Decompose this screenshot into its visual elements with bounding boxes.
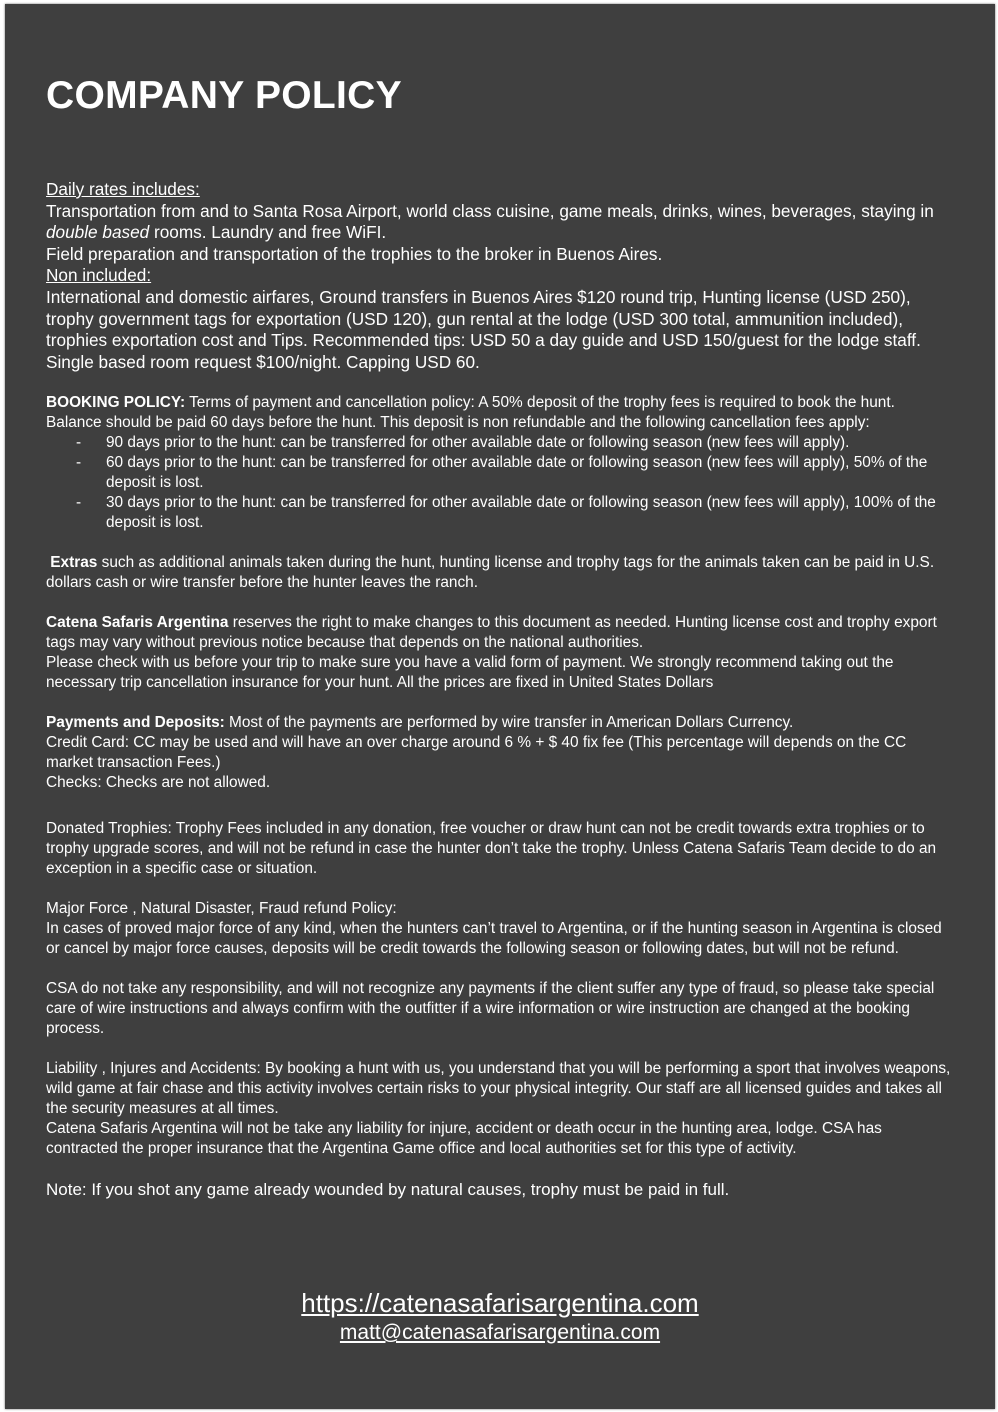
list-item: - 60 days prior to the hunt: can be transferred for other available date or following season (new fees will apply), 50% of the deposit is lost. xyxy=(46,453,951,493)
list-item: - 30 days prior to the hunt: can be transferred for other available date or following season (new fees will apply), 100% of the deposit is lost. xyxy=(46,493,951,533)
policy-content xyxy=(46,179,951,1201)
non-included-text: International and domestic airfares, Ground transfers in Buenos Aires $120 round trip, Hunting license (USD 250), trophy government tags for exportation (USD 120), gun rental at the lodge (USD 300 total, ammunition included), trophies exportation cost and Tips. Recommended tips: USD 50 a day guide and USD 150/guest for the lodge staff. Single based room request $100/night. Capping USD 60. xyxy=(46,286,921,372)
extras-section xyxy=(46,553,951,593)
major-force-section xyxy=(46,899,951,959)
liability-section xyxy=(46,1059,951,1159)
email-link[interactable]: matt@catenasafarisargentina.com xyxy=(339,1321,661,1344)
donated-text: Donated Trophies: Trophy Fees included in any donation, free voucher or draw hunt can not be credit towards extra trophies or to trophy upgrade scores, and will not be refund in case the hunter don’t take the trophy. Unless Catena Safaris Team decide to do an exception in a specific case or situation. xyxy=(46,820,937,878)
payments-section xyxy=(46,713,951,793)
catena-paragraph xyxy=(46,613,951,653)
major-force-heading: Major Force , Natural Disaster, Fraud refund Policy: xyxy=(46,900,397,918)
daily-rates-heading: Daily rates includes: xyxy=(46,179,200,199)
payments-paragraph xyxy=(46,713,951,733)
non-included-heading: Non included: xyxy=(46,265,152,286)
booking-label: BOOKING POLICY: xyxy=(46,394,186,412)
catena-label: Catena Safaris Argentina xyxy=(46,614,229,632)
payments-label: Payments and Deposits: xyxy=(46,714,225,732)
booking-paragraph xyxy=(46,393,951,433)
catena-text: reserves the right to make changes to this document as needed. Hunting license cost and trophy export tags may vary without previous notice because that depends on the national authorities. xyxy=(46,614,937,652)
note-text: Note: If you shot any game already wounded by natural causes, trophy must be paid in full. xyxy=(46,1180,730,1200)
major-force-text: In cases of proved major force of any kind, when the hunters can’t travel to Argentina, or if the hunting season in Argentina is closed or cancel by major force causes, deposits will be credit towards the following season or following dates, but will not be refund. xyxy=(46,920,942,958)
daily-rates-text-a: Transportation from and to Santa Rosa Airport, world class cuisine, game meals, drinks, wines, beverages, staying in xyxy=(46,200,934,221)
daily-rates-text xyxy=(46,201,951,244)
liability-text: Liability , Injures and Accidents: By booking a hunt with us, you understand that you will be performing a sport that involves weapons, wild game at fair chase and this activity involves certain risks to your physical integrity. Our staff are all licensed guides and takes all the security measures at all times. xyxy=(46,1060,951,1118)
daily-rates-italic: double based xyxy=(46,222,150,243)
credit-card-text: Credit Card: CC may be used and will have an over charge around 6 % + $ 40 fix fee (This percentage will depends on the CC market transaction Fees.) xyxy=(46,734,907,772)
contact-links xyxy=(5,1287,995,1347)
extras-label: Extras xyxy=(50,554,98,572)
extras-paragraph xyxy=(46,553,951,593)
booking-section xyxy=(46,393,951,533)
checks-text: Checks: Checks are not allowed. xyxy=(46,774,271,792)
cancellation-list xyxy=(46,433,951,533)
liability-insurance-text: Catena Safaris Argentina will not be take any liability for injure, accident or death occur in the hunting area, lodge. CSA has contracted the proper insurance that the Argentina Game office and local authorities set for this type of activity. xyxy=(46,1120,882,1158)
list-item: - 90 days prior to the hunt: can be transferred for other available date or following season (new fees will apply). xyxy=(46,433,951,453)
extras-text: such as additional animals taken during the hunt, hunting license and trophy tags for the animals taken can be paid in U.S. dollars cash or wire transfer before the hunter leaves the ranch. xyxy=(46,554,935,592)
catena-section xyxy=(46,613,951,693)
csa-section xyxy=(46,979,951,1039)
rates-section xyxy=(46,179,951,373)
daily-rates-text-b: rooms. Laundry and free WiFI. xyxy=(149,222,387,243)
website-link[interactable]: https://catenasafarisargentina.com xyxy=(301,1288,699,1318)
donated-section xyxy=(46,819,951,879)
daily-rates-field-prep: Field preparation and transportation of the trophies to the broker in Buenos Aires. xyxy=(46,243,663,264)
payments-text: Most of the payments are performed by wire transfer in American Dollars Currency. xyxy=(224,714,794,732)
csa-text: CSA do not take any responsibility, and will not recognize any payments if the client suffer any type of fraud, so please take special care of wire instructions and always confirm with the outfitter if a wire information or wire instruction are changed at the booking process. xyxy=(46,980,935,1038)
page-title: COMPANY POLICY xyxy=(46,74,402,117)
catena-payment-note: Please check with us before your trip to make sure you have a valid form of payment. We strongly recommend taking out the necessary trip cancellation insurance for your hunt. All the prices are fixed in United States Dollars xyxy=(46,654,894,692)
booking-text: Terms of payment and cancellation policy: A 50% deposit of the trophy fees is required to book the hunt. Balance should be paid 60 days before the hunt. This deposit is non refundable and the following cancellation fees apply: xyxy=(46,394,895,432)
policy-page xyxy=(5,4,995,1409)
